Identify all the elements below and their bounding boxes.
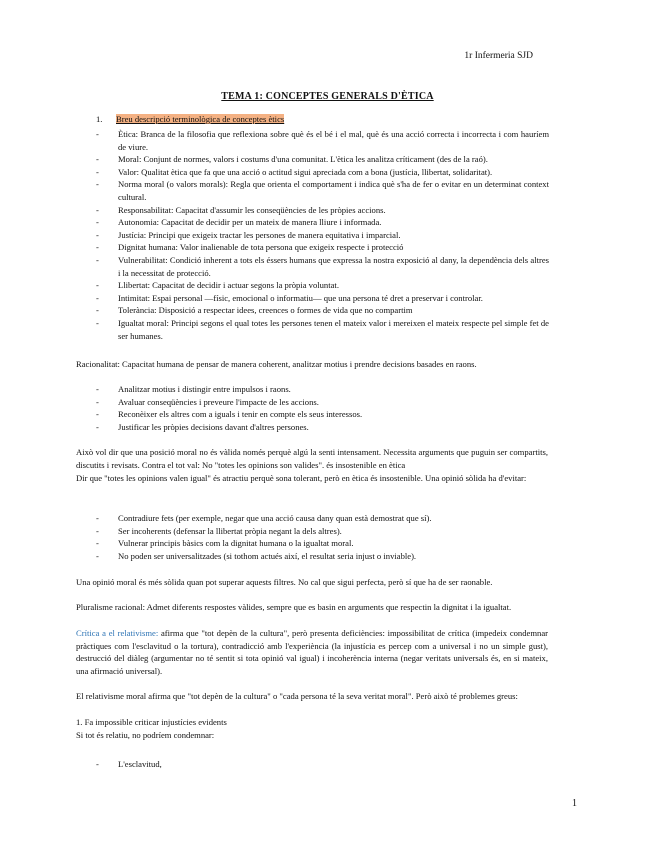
list-item: - Justificar les pròpies decisions davant d'altres persones.	[96, 421, 549, 434]
list-item: - Moral: Conjunt de normes, valors i costums d'una comunitat. L'ètica les analitza críticament (des de la raó).	[96, 153, 549, 166]
list-item: - Dignitat humana: Valor inalienable de tota persona que exigeix respecte i protecció	[96, 241, 549, 254]
racionalitat-list	[96, 383, 549, 433]
critica-text: afirma que "tot depèn de la cultura", però presenta deficiències: impossibilitat de crítica (impedeix condemnar pràctiques com l'esclavitud o la tortura), contradicció amb l'experiència (la injustícia es percep com a universal i no un simple gust), destrucció del diàleg (argumentar no té sentit si tota opinió val igual) i incoherència interna (negar veritats universals és, en si mateix, una afirmació universal).	[76, 628, 548, 676]
page-number: 1	[572, 798, 577, 809]
contra-list	[96, 512, 549, 562]
condemn-list	[96, 758, 549, 771]
list-item: - Responsabilitat: Capacitat d'assumir les conseqüències de les pròpies accions.	[96, 204, 549, 217]
list-item: - Autonomia: Capacitat de decidir per un mateix de manera lliure i informada.	[96, 216, 549, 229]
list-item: - Tolerància: Disposició a respectar idees, creences o formes de vida que no compartim	[96, 304, 549, 317]
section-heading-text: Breu descripció terminològica de conceptes ètics	[116, 114, 285, 124]
critica-label: Crítica a el relativisme:	[76, 628, 159, 638]
si-paragraph: Si tot és relatiu, no podríem condemnar:	[76, 730, 215, 740]
opinio-paragraph: Una opinió moral és més sòlida quan pot superar aquests filtres. No cal que sigui perfecta, però sí que ha de ser raonable.	[76, 577, 493, 587]
dir-paragraph: Dir que "totes les opinions valen igual" és atractiu perquè sona tolerant, però en ètica és insostenible. Una opinió sòlida ha d'evitar:	[76, 473, 527, 483]
course-header: 1r Infermeria SJD	[464, 51, 533, 61]
list-item: - No poden ser universalitzades (si tothom actués així, el resultat seria injust o inviable).	[96, 550, 549, 563]
relativisme-paragraph: El relativisme moral afirma que "tot depèn de la cultura" o "cada persona té la seva veritat moral". Però això té problemes greus:	[76, 691, 518, 701]
definitions-list	[96, 128, 549, 342]
list-item: - Intimitat: Espai personal —físic, emocional o informatiu— que una persona té dret a preservar i controlar.	[96, 292, 549, 305]
page-title: TEMA 1: CONCEPTES GENERALS D'ÈTICA	[221, 91, 434, 102]
section-heading	[96, 114, 284, 124]
aixo-paragraph: Això vol dir que una posició moral no és vàlida només perquè algú la senti intensament. Necessita arguments que puguin ser compartits, discutits i revisats. Contra el tot val: No "totes les opinions son valides". és insostenible en ètica	[76, 447, 548, 470]
list-item: - Vulnerabilitat: Condició inherent a tots els éssers humans que expressa la nostra exposició al dany, la dependència dels altres i la necessitat de protecció.	[96, 254, 549, 279]
list-item: - Valor: Qualitat ètica que fa que una acció o actitud sigui apreciada com a bona (justícia, llibertat, solidaritat).	[96, 166, 549, 179]
list-item: - Reconèixer els altres com a iguals i tenir en compte els seus interessos.	[96, 408, 549, 421]
list-item: - Igualtat moral: Principi segons el qual totes les persones tenen el mateix valor i mereixen el mateix respecte pel simple fet de ser humanes.	[96, 317, 549, 342]
pluralisme-paragraph: Pluralisme racional: Admet diferents respostes vàlides, sempre que es basin en arguments que respectin la dignitat i la igualtat.	[76, 602, 512, 612]
critica-paragraph	[76, 627, 548, 677]
fa-paragraph: 1. Fa impossible criticar injustícies evidents	[76, 717, 227, 727]
list-item: - Ser incoherents (defensar la llibertat pròpia negant la dels altres).	[96, 525, 549, 538]
racionalitat-paragraph: Racionalitat: Capacitat humana de pensar de manera coherent, analitzar motius i prendre decisions basades en raons.	[76, 359, 477, 369]
list-item: - Avaluar conseqüències i preveure l'impacte de les accions.	[96, 396, 549, 409]
list-item: - Norma moral (o valors morals): Regla que orienta el comportament i indica què s'ha de fer o evitar en un determinat context cultural.	[96, 178, 549, 203]
list-item: - Justícia: Principi que exigeix tractar les persones de manera equitativa i imparcial.	[96, 229, 549, 242]
section-number: 1.	[96, 114, 103, 124]
list-item: - Contradiure fets (per exemple, negar que una acció causa dany quan està demostrat que sí).	[96, 512, 549, 525]
list-item: - Llibertat: Capacitat de decidir i actuar segons la pròpia voluntat.	[96, 279, 549, 292]
list-item: - L'esclavitud,	[96, 758, 549, 771]
list-item: - Vulnerar principis bàsics com la dignitat humana o la igualtat moral.	[96, 537, 549, 550]
list-item: - Ètica: Branca de la filosofia que reflexiona sobre què és el bé i el mal, què és una acció correcta i incorrecta i com hauríem de viure.	[96, 128, 549, 153]
list-item: - Analitzar motius i distingir entre impulsos i raons.	[96, 383, 549, 396]
